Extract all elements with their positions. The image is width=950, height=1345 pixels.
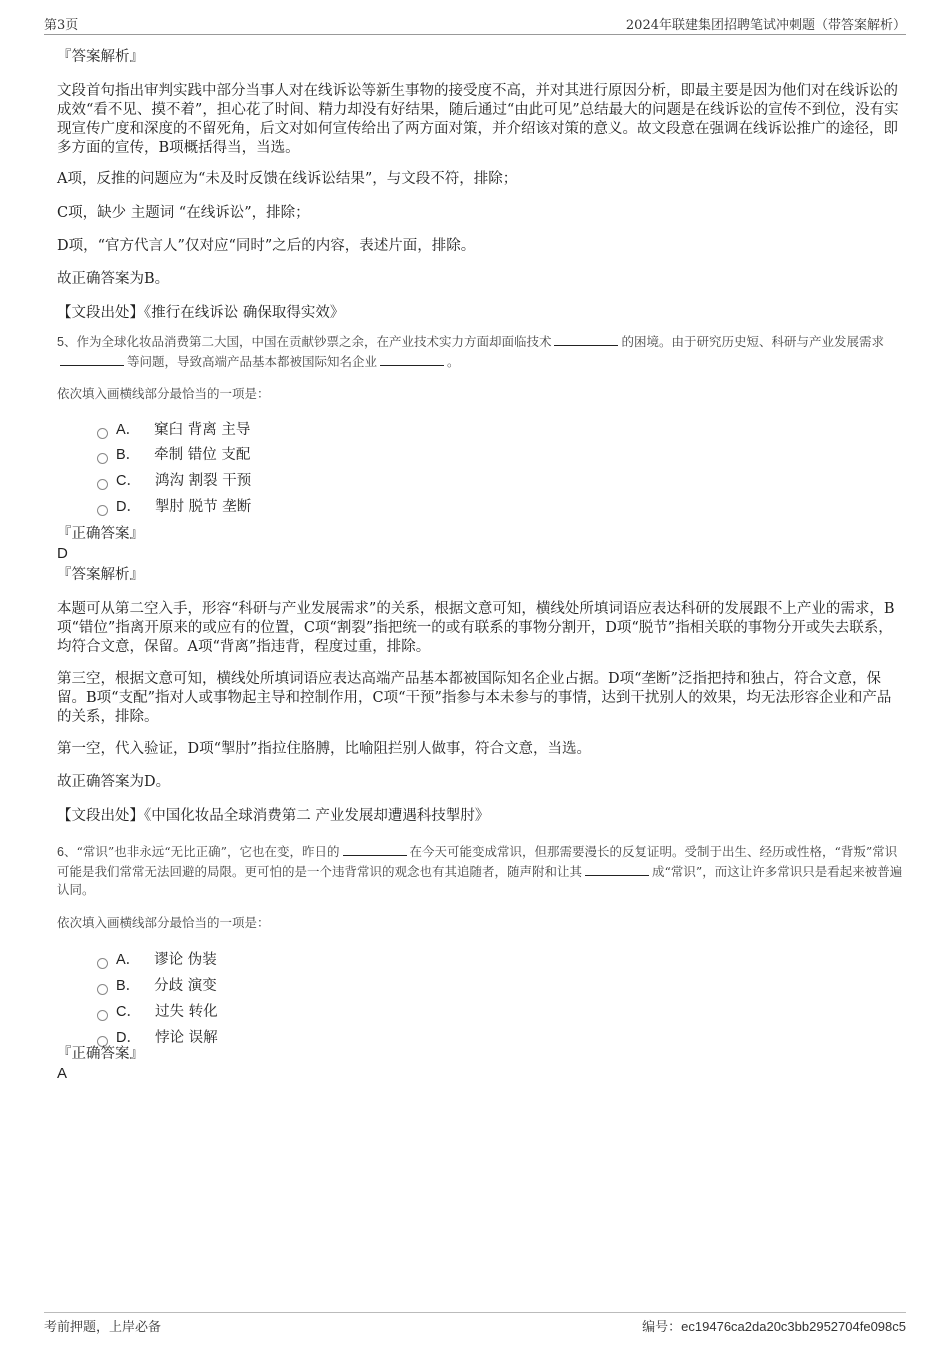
correct-answer-heading: 『正确答案』 (57, 1046, 144, 1062)
analysis-paragraph: 第三空，根据文意可知，横线处所填词语应表达高端产品基本都被国际知名企业占据。D项“垄断”泛指把持和独占，符合文意，保留。B项“支配”指对人或事物起主导和控制作用，C项“干预”指参与本未参与的事情，达到干扰别人的效果，均无法形容企业和产品的关系，排除。 (57, 671, 892, 725)
option-b[interactable]: B． 牵制 错位 支配 (97, 445, 250, 465)
analysis-paragraph: 第一空，代入验证，D项“掣肘”指拉住胳膊，比喻阻拦别人做事，符合文意，当选。 (57, 741, 591, 757)
option-a[interactable]: A． 谬论 伪装 (97, 950, 217, 970)
radio-button[interactable] (97, 505, 108, 516)
code-label: 编号： (642, 1320, 682, 1335)
question-prompt: 依次填入画横线部分最恰当的一项是： (57, 386, 270, 401)
option-d[interactable]: D． 悖论 误解 (97, 1028, 218, 1048)
correct-answer-heading: 『正确答案』 (57, 526, 144, 542)
analysis-paragraph: 文段首句指出审判实践中部分当事人对在线诉讼等新生事物的接受度不高，并对其进行原因分析，即最主要是因为他们对在线诉讼的成效“看不见、摸不着”，担心花了时间、精力却没有好结果，随后通过“由此可见”总结最大的问题是在线诉讼的宣传不到位，没有实现宣传广度和深度的不留死角，后文对如何宣传给出了两方面对策，并介绍该对策的意义。故文段意在强调在线诉讼推广的途径，即多方面的宣传，B项概括得当，当选。 (57, 83, 899, 156)
source-citation: 【文段出处】《中国化妆品全球消费第二 产业发展却遭遇科技掣肘》 (57, 808, 490, 824)
option-a[interactable]: A． 窠臼 背离 主导 (97, 420, 250, 440)
question-5-stem: 5、作为全球化妆品消费第二大国，中国在贡献钞票之余，在产业技术实力方面却面临技术 的困境。由于研究历史短、科研与产业发展需求等问题，导致高端产品基本都被国际知名企业 。 (57, 334, 884, 369)
code-value: ec19476ca2da20c3bb2952704fe098c5 (681, 1319, 906, 1334)
radio-button[interactable] (97, 984, 108, 995)
option-d[interactable]: D． 掣肘 脱节 垄断 (97, 497, 251, 517)
option-b[interactable]: B． 分歧 演变 (97, 976, 217, 996)
correct-answer-statement: 故正确答案为B。 (57, 271, 170, 287)
footer-slogan: 考前押题，上岸必备 (44, 1320, 162, 1335)
analysis-paragraph: A项，反推的问题应为“未及时反馈在线诉讼结果”，与文段不符，排除； (57, 171, 518, 187)
document-code (642, 1316, 906, 1335)
analysis-paragraph: 本题可从第二空入手，形容“科研与产业发展需求”的关系，根据文意可知，横线处所填词语应表达科研的发展跟不上产业的需求，B项“错位”指离开原来的或应有的位置，C项“割裂”指把统一的或有联系的事物分割开，D项“脱节”指相关联的事物分开或失去联系，均符合文意，保留。A项“背离”指违背，程度过重，排除。 (57, 601, 895, 655)
source-citation: 【文段出处】《推行在线诉讼 确保取得实效》 (57, 305, 345, 321)
question-number: 6、 (57, 845, 77, 859)
question-6-stem: 6、“常识”也非永远“无比正确”，它也在变，昨日的 在今天可能变成常识，但那需要漫长的反复证明。受制于出生、经历或性格，“背叛”常识可能是我们常常无法回避的局限。更可怕的是一个违背常识的观念也有其追随者，随声附和让其 成“常识”，而这让许多常识只是看起来被普遍认同。 (57, 844, 903, 897)
analysis-paragraph: D项，“官方代言人”仅对应“同时”之后的内容，表述片面，排除。 (57, 238, 476, 254)
option-c[interactable]: C． 鸿沟 割裂 干预 (97, 471, 251, 491)
question-number: 5、 (57, 335, 77, 349)
page-header (44, 14, 906, 35)
analysis-paragraph: C项，缺少 主题词 “在线诉讼”，排除； (57, 205, 310, 221)
radio-button[interactable] (97, 453, 108, 464)
fill-blank (554, 332, 618, 346)
fill-blank (343, 842, 407, 856)
document-title: 2024年联建集团招聘笔试冲刺题（带答案解析） (625, 18, 906, 33)
radio-button[interactable] (97, 958, 108, 969)
correct-answer: D (57, 545, 68, 562)
analysis-heading: 『答案解析』 (57, 49, 144, 65)
radio-button[interactable] (97, 428, 108, 439)
option-c[interactable]: C． 过失 转化 (97, 1002, 218, 1022)
fill-blank (60, 352, 124, 366)
fill-blank (380, 352, 444, 366)
analysis-heading: 『答案解析』 (57, 567, 144, 583)
page-footer (44, 1312, 906, 1338)
radio-button[interactable] (97, 1010, 108, 1021)
page-number: 第3页 (44, 18, 79, 33)
correct-answer: A (57, 1065, 68, 1082)
question-prompt: 依次填入画横线部分最恰当的一项是： (57, 915, 270, 930)
radio-button[interactable] (97, 479, 108, 490)
correct-answer-statement: 故正确答案为D。 (57, 774, 171, 790)
fill-blank (585, 862, 649, 876)
